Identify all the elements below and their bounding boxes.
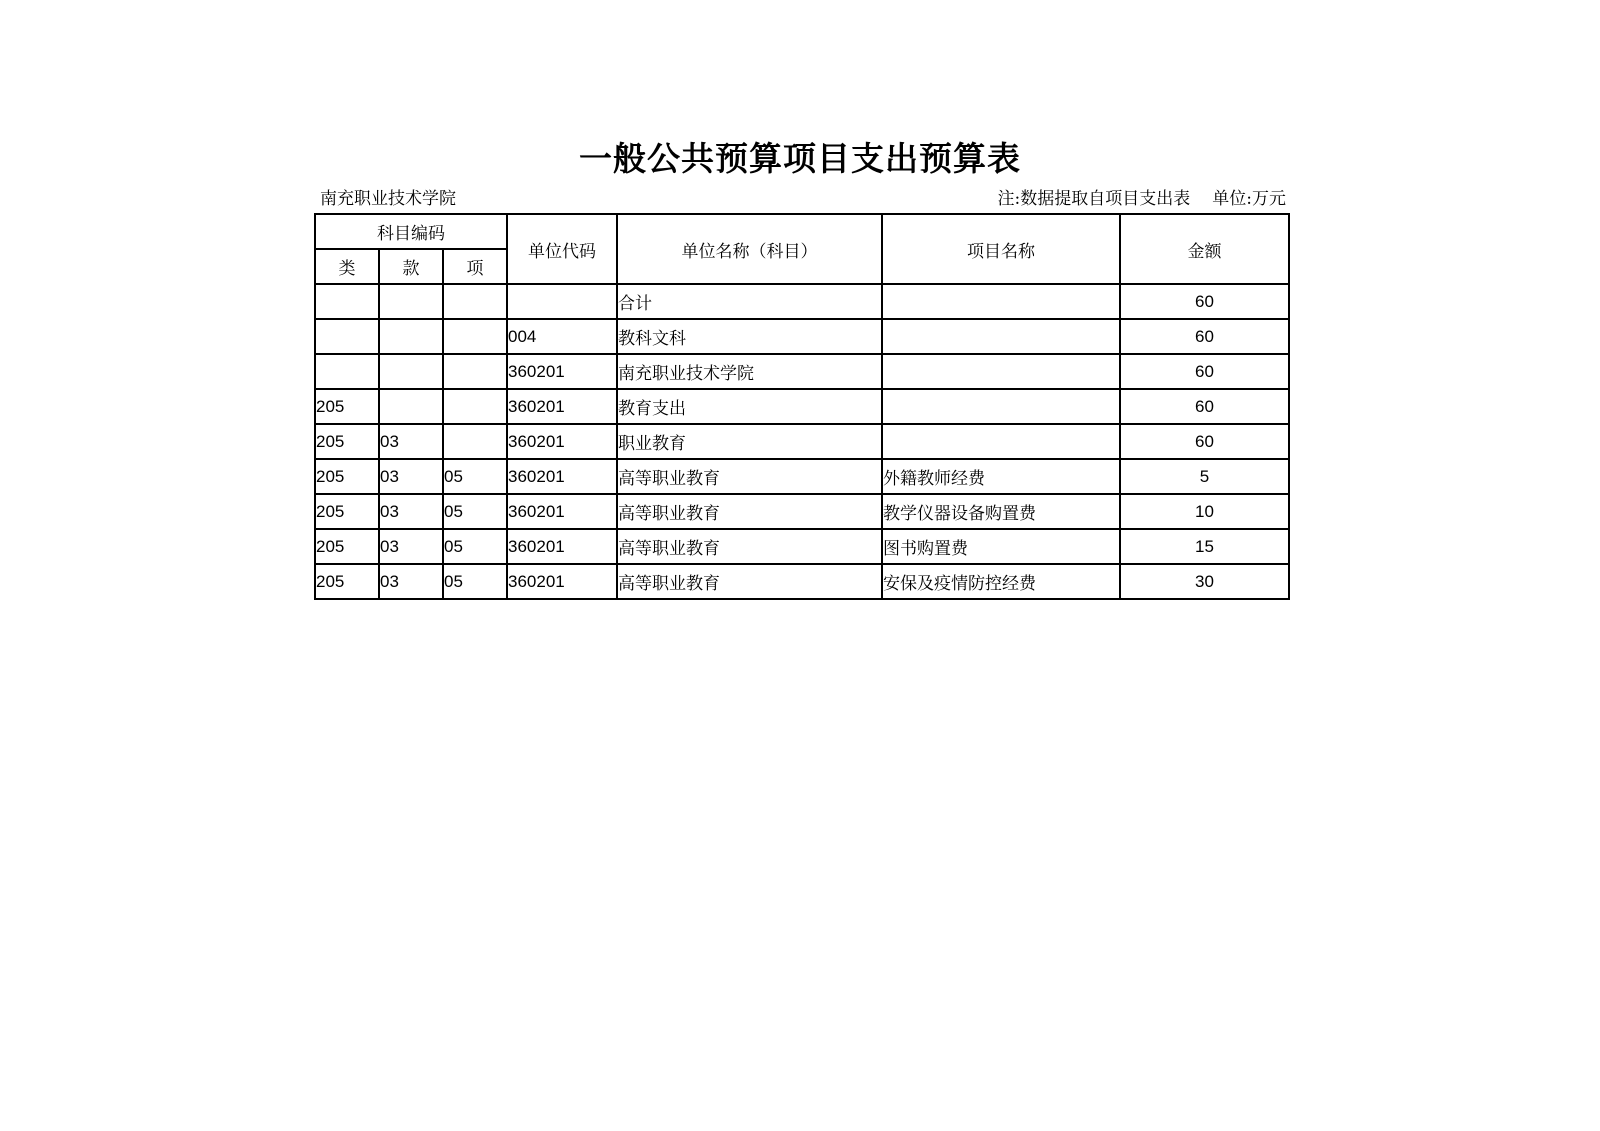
cell-amount: 60: [1120, 319, 1289, 354]
cell-kuan: 03: [379, 529, 443, 564]
table-row: [315, 564, 1289, 599]
cell-project-name: 外籍教师经费: [882, 459, 1120, 494]
cell-unit-name: 高等职业教育: [617, 459, 882, 494]
header-unit-code: 单位代码: [507, 214, 617, 284]
cell-unit-name: 职业教育: [617, 424, 882, 459]
cell-amount: 15: [1120, 529, 1289, 564]
header-lei: 类: [315, 249, 379, 284]
cell-unit-name: 高等职业教育: [617, 564, 882, 599]
cell-xiang: 05: [443, 529, 507, 564]
cell-amount: 30: [1120, 564, 1289, 599]
cell-unit-code: 360201: [507, 424, 617, 459]
cell-amount: 60: [1120, 389, 1289, 424]
budget-table: [314, 213, 1290, 600]
cell-lei: 205: [315, 494, 379, 529]
cell-kuan: [379, 284, 443, 319]
table-row: [315, 389, 1289, 424]
cell-kuan: [379, 319, 443, 354]
cell-project-name: 教学仪器设备购置费: [882, 494, 1120, 529]
cell-amount: 5: [1120, 459, 1289, 494]
table-row: [315, 494, 1289, 529]
cell-project-name: [882, 389, 1120, 424]
cell-xiang: 05: [443, 564, 507, 599]
table-row: [315, 319, 1289, 354]
header-xiang: 项: [443, 249, 507, 284]
cell-amount: 10: [1120, 494, 1289, 529]
cell-unit-code: 360201: [507, 389, 617, 424]
cell-xiang: 05: [443, 494, 507, 529]
cell-xiang: [443, 284, 507, 319]
org-name: 南充职业技术学院: [320, 189, 456, 209]
cell-lei: [315, 354, 379, 389]
cell-xiang: [443, 424, 507, 459]
cell-unit-name: 高等职业教育: [617, 529, 882, 564]
cell-unit-name: 教育支出: [617, 389, 882, 424]
header-kuan: 款: [379, 249, 443, 284]
cell-kuan: [379, 389, 443, 424]
cell-unit-code: 360201: [507, 529, 617, 564]
cell-kuan: [379, 354, 443, 389]
cell-project-name: 图书购置费: [882, 529, 1120, 564]
cell-unit-code: 360201: [507, 494, 617, 529]
cell-amount: 60: [1120, 424, 1289, 459]
cell-unit-name: 南充职业技术学院: [617, 354, 882, 389]
header-unit-name: 单位名称（科目）: [617, 214, 882, 284]
cell-xiang: [443, 389, 507, 424]
cell-project-name: [882, 424, 1120, 459]
header-subject-code: 科目编码: [315, 214, 507, 249]
cell-lei: 205: [315, 424, 379, 459]
unit-label: 单位:万元: [1212, 189, 1286, 209]
cell-unit-name: 合计: [617, 284, 882, 319]
cell-lei: [315, 284, 379, 319]
cell-kuan: 03: [379, 564, 443, 599]
cell-amount: 60: [1120, 284, 1289, 319]
data-source-note: 注:数据提取自项目支出表: [997, 189, 1191, 209]
cell-lei: 205: [315, 459, 379, 494]
header-project-name: 项目名称: [882, 214, 1120, 284]
cell-unit-code: [507, 284, 617, 319]
cell-unit-code: 004: [507, 319, 617, 354]
meta-right: [998, 184, 1286, 209]
cell-lei: 205: [315, 564, 379, 599]
cell-kuan: 03: [379, 494, 443, 529]
table-row: [315, 284, 1289, 319]
cell-lei: 205: [315, 389, 379, 424]
table-row: [315, 529, 1289, 564]
cell-xiang: [443, 354, 507, 389]
cell-kuan: 03: [379, 424, 443, 459]
cell-unit-name: 高等职业教育: [617, 494, 882, 529]
cell-kuan: 03: [379, 459, 443, 494]
cell-unit-code: 360201: [507, 354, 617, 389]
cell-project-name: [882, 354, 1120, 389]
cell-project-name: 安保及疫情防控经费: [882, 564, 1120, 599]
cell-project-name: [882, 319, 1120, 354]
table-row: [315, 354, 1289, 389]
cell-project-name: [882, 284, 1120, 319]
cell-unit-code: 360201: [507, 459, 617, 494]
header-amount: 金额: [1120, 214, 1289, 284]
cell-lei: 205: [315, 529, 379, 564]
page-title: 一般公共预算项目支出预算表: [579, 139, 1021, 178]
table-row: [315, 459, 1289, 494]
cell-lei: [315, 319, 379, 354]
table-row: [315, 424, 1289, 459]
cell-unit-name: 教科文科: [617, 319, 882, 354]
cell-unit-code: 360201: [507, 564, 617, 599]
cell-xiang: [443, 319, 507, 354]
cell-xiang: 05: [443, 459, 507, 494]
cell-amount: 60: [1120, 354, 1289, 389]
